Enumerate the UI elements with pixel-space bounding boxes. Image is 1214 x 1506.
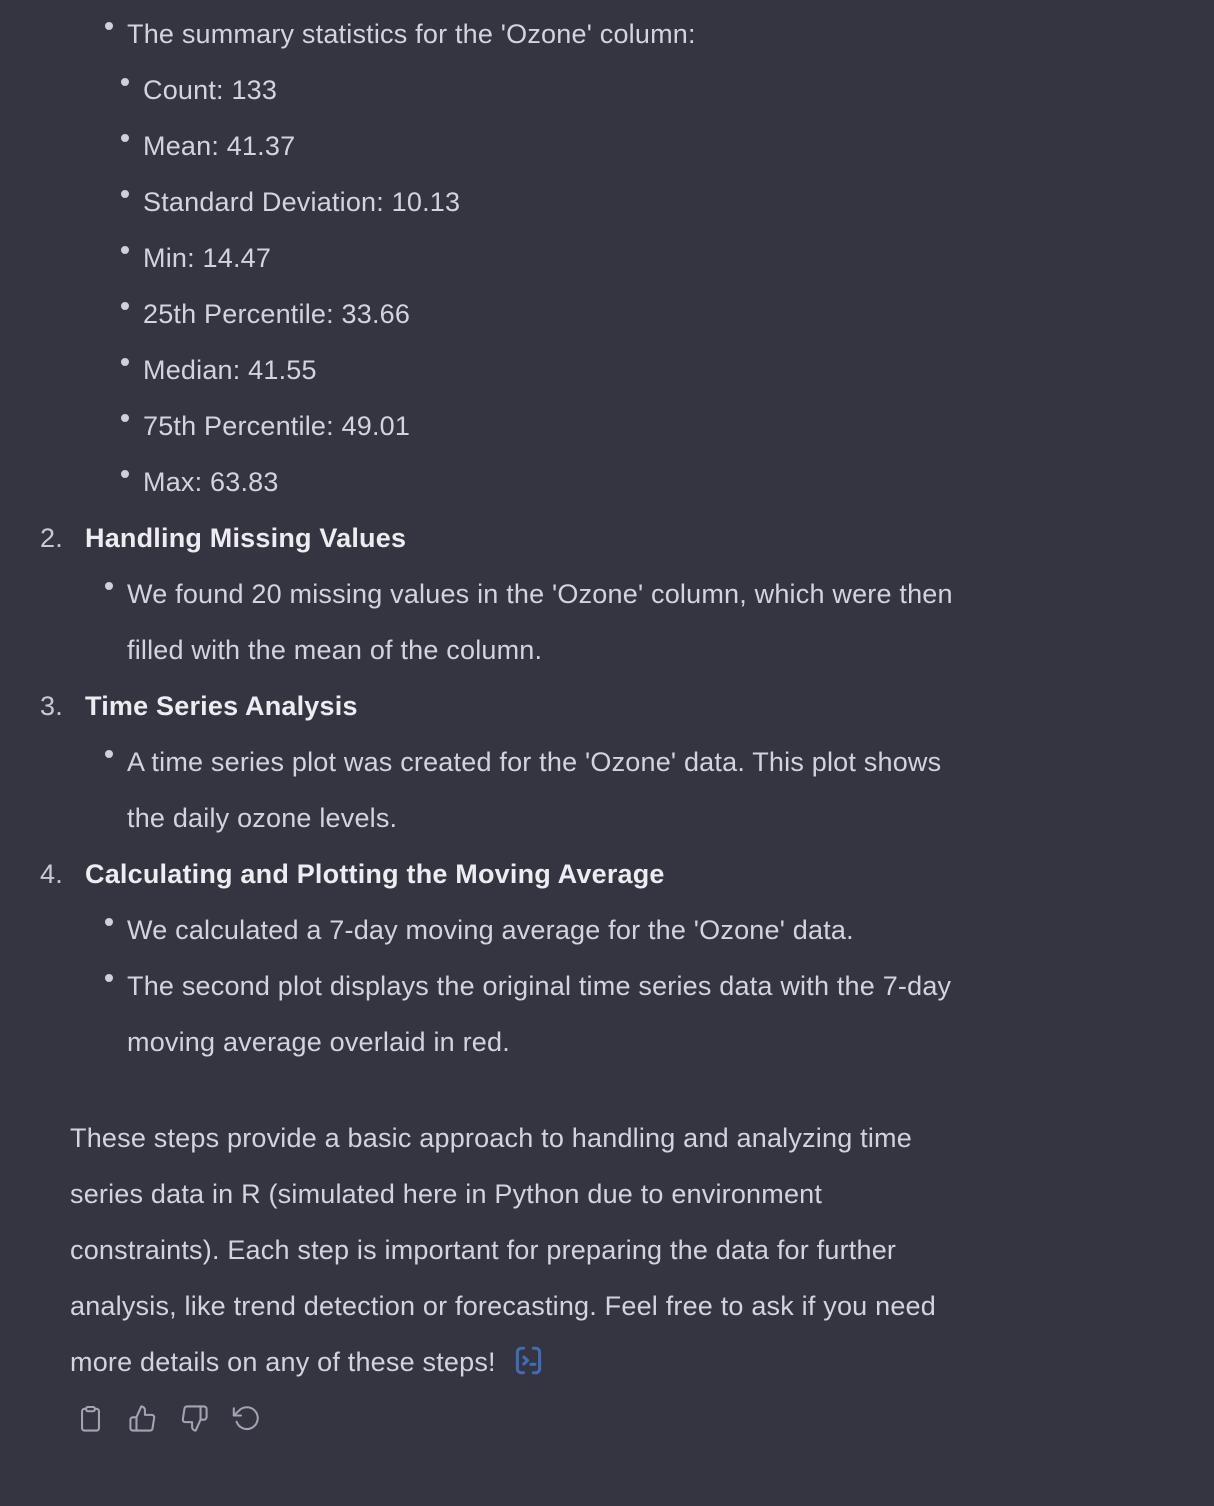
section-handling-missing-values	[40, 510, 1174, 678]
section-number: 3.	[40, 691, 63, 721]
section-title: Time Series Analysis	[85, 691, 358, 721]
section-title: Calculating and Plotting the Moving Average	[85, 859, 665, 889]
regenerate-icon	[232, 1404, 261, 1433]
summary-list	[70, 6, 1174, 510]
summary-stats-list	[143, 62, 1174, 510]
stat-mean: Mean: 41.37	[143, 118, 1174, 174]
message-actions	[70, 1404, 1174, 1433]
stat-std: Standard Deviation: 10.13	[143, 174, 1174, 230]
thumbs-up-icon	[128, 1404, 157, 1433]
clipboard-icon	[76, 1404, 105, 1433]
section-time-series-analysis	[40, 678, 1174, 846]
list-item: We calculated a 7-day moving average for the 'Ozone' data.	[127, 902, 1174, 958]
thumbs-down-icon	[180, 1404, 209, 1433]
thumbs-up-button[interactable]	[128, 1404, 157, 1433]
stat-p75: 75th Percentile: 49.01	[143, 398, 1174, 454]
section-number: 4.	[40, 859, 63, 889]
numbered-sections	[40, 510, 1174, 1070]
closing-paragraph: These steps provide a basic approach to handling and analyzing time series data in R (simulated here in Python due to environment constraints). Each step is important for preparing the data for further analysis, like trend detection or forecasting. Feel free to ask if you need more details on any of these steps!	[70, 1123, 936, 1377]
thumbs-down-button[interactable]	[180, 1404, 209, 1433]
section-moving-average	[40, 846, 1174, 1070]
list-item: The summary statistics for the 'Ozone' column:	[127, 6, 1174, 62]
stat-min: Min: 14.47	[143, 230, 1174, 286]
list-item: A time series plot was created for the 'Ozone' data. This plot shows the daily ozone levels.	[127, 734, 1174, 846]
list-item: We found 20 missing values in the 'Ozone' column, which were then filled with the mean of the column.	[127, 566, 1174, 678]
terminal-icon[interactable]	[511, 1343, 546, 1378]
stat-p25: 25th Percentile: 33.66	[143, 286, 1174, 342]
regenerate-button[interactable]	[232, 1404, 261, 1433]
stat-median: Median: 41.55	[143, 342, 1174, 398]
stat-max: Max: 63.83	[143, 454, 1174, 510]
section-title: Handling Missing Values	[85, 523, 407, 553]
list-item: The second plot displays the original time series data with the 7-day moving average overlaid in red.	[127, 958, 1174, 1070]
section-number: 2.	[40, 523, 63, 553]
copy-button[interactable]	[76, 1404, 105, 1433]
stat-count: Count: 133	[143, 62, 1174, 118]
